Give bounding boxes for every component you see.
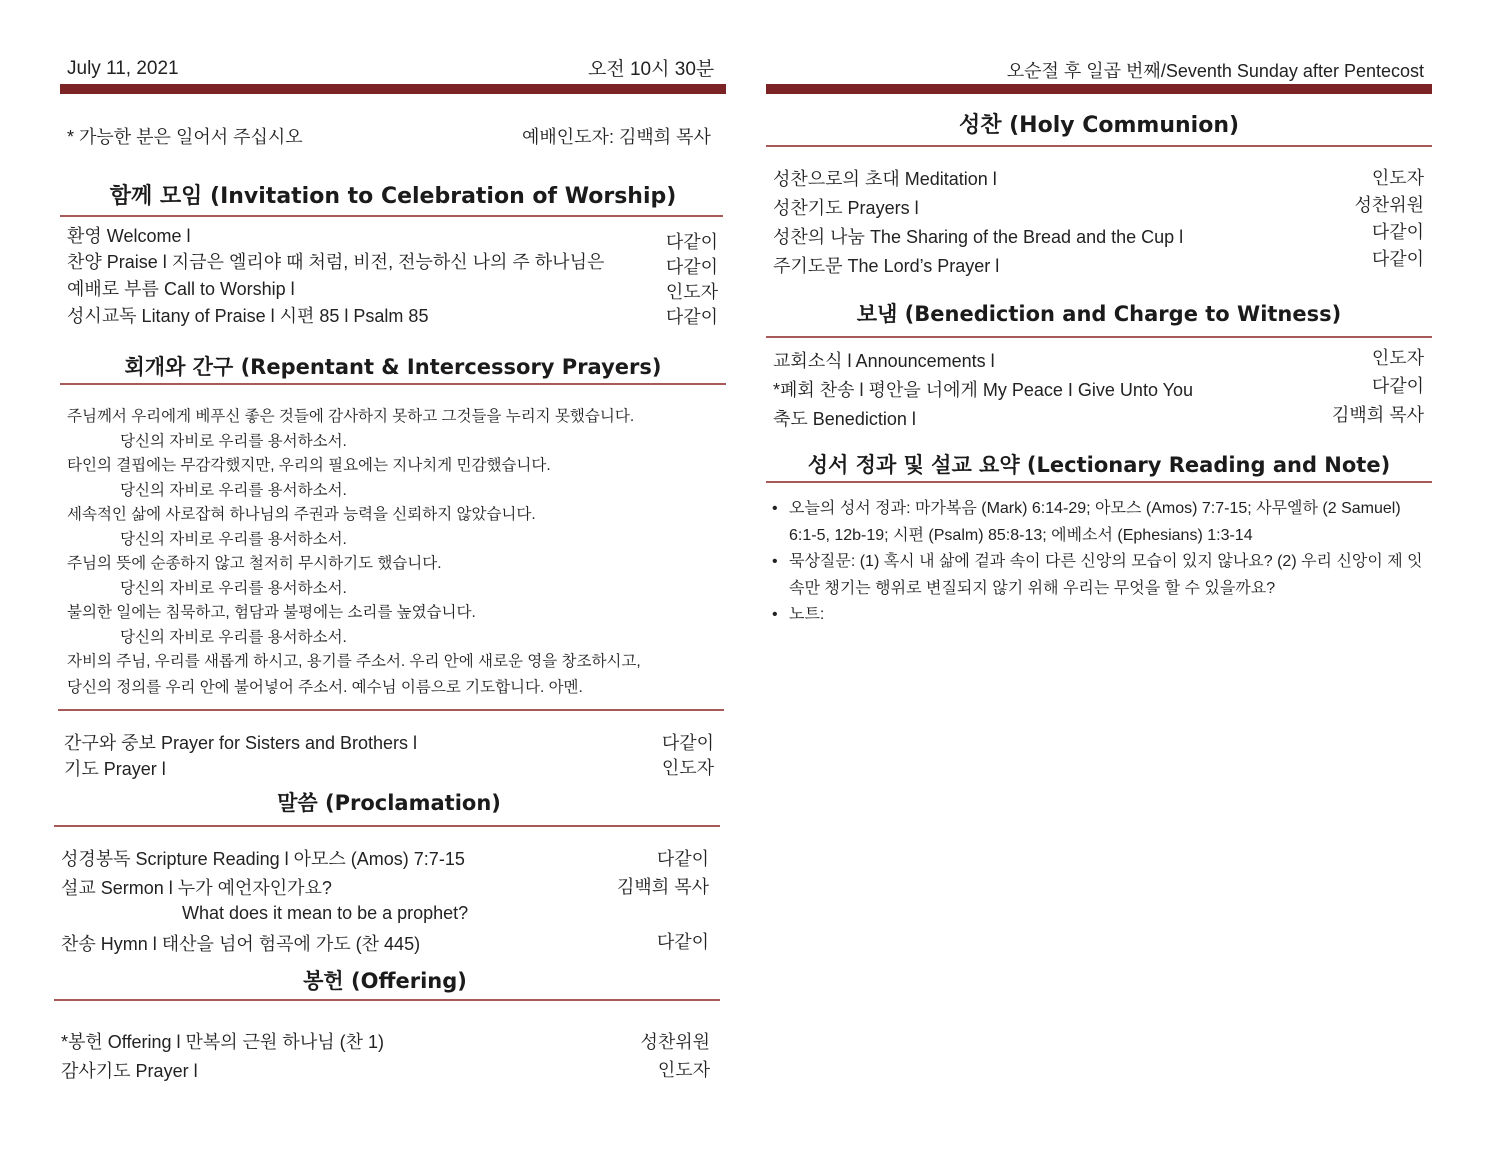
order-item-participant: 성찬위원: [640, 1032, 710, 1052]
order-item-participant: 다같이: [656, 849, 709, 869]
service-time: 오전 10시 30분: [588, 59, 715, 80]
order-item-hymn: 찬송 Hymn l 태산을 넘어 험곡에 가도 (찬 445): [61, 934, 421, 954]
prayer-line: 주님께서 우리에게 베푸신 좋은 것들에 감사하지 못하고 그것들을 누리지 못했습니다.: [67, 408, 635, 425]
section-divider: [58, 709, 724, 711]
lectionary-readings: • 오늘의 성서 정과: 마가복음 (Mark) 6:14-29; 아모스 (Amos) 7:7-15; 사무엘하 (2 Samuel) 6:1-5, 12b-19; 시편 (Psalm) 85:8-13; 에베소서 (Ephesians) 1:3-14: [772, 496, 1432, 549]
order-item-participant: 다같이: [656, 932, 709, 952]
order-item-welcome: 환영 Welcome l: [67, 226, 191, 246]
order-item-call-to-worship: 예배로 부름 Call to Worship l: [67, 279, 295, 299]
prayer-line: 주님의 뜻에 순종하지 않고 철저히 무시하기도 했습니다.: [67, 555, 442, 572]
order-item-participant: 다같이: [665, 232, 718, 252]
section-title-communion: 성찬 (Holy Communion): [958, 113, 1240, 138]
order-item-participant: 다같이: [665, 257, 718, 277]
prayer-response: 당신의 자비로 우리를 용서하소서.: [120, 482, 347, 499]
order-item-sermon: 설교 Sermon l 누가 예언자인가요?: [61, 878, 332, 898]
order-item-participant: 다같이: [665, 307, 718, 327]
order-item-lords-prayer: 주기도문 The Lord’s Prayer l: [773, 256, 1000, 276]
notes: • 노트:: [772, 602, 1432, 629]
order-item-participant: 김백희 목사: [617, 877, 709, 897]
section-title-benediction: 보냄 (Benediction and Charge to Witness): [856, 302, 1342, 326]
section-divider: [766, 481, 1432, 483]
section-divider: [60, 383, 726, 385]
order-item-announcements: 교회소식 l Announcements l: [773, 351, 995, 371]
prayer-response: 당신의 자비로 우리를 용서하소서.: [120, 531, 347, 548]
order-item-participant: 다같이: [661, 733, 714, 753]
order-item-prayer: 기도 Prayer l: [64, 759, 166, 779]
section-title-invitation: 함께 모임 (Invitation to Celebration of Worship): [109, 184, 677, 209]
sermon-subtitle: What does it mean to be a prophet?: [182, 903, 469, 923]
order-item-participant: 인도자: [661, 758, 714, 778]
section-title-proclamation: 말씀 (Proclamation): [277, 791, 501, 815]
bulletin-date: July 11, 2021: [67, 58, 179, 79]
order-item-participant: 인도자: [665, 282, 718, 302]
order-item-meditation: 성찬으로의 초대 Meditation l: [773, 169, 997, 189]
section-divider: [766, 145, 1432, 147]
section-divider: [60, 215, 723, 217]
order-item-communion-prayers: 성찬기도 Prayers l: [773, 198, 919, 218]
section-title-offering: 봉헌 (Offering): [303, 969, 467, 993]
header-bar-right: [766, 84, 1432, 94]
stand-note: * 가능한 분은 일어서 주십시오: [67, 127, 303, 147]
prayer-line: 자비의 주님, 우리를 새롭게 하시고, 용기를 주소서. 우리 안에 새로운 영을 창조하시고,: [67, 653, 641, 670]
lectionary-list: [772, 496, 1432, 629]
order-item-praise: 찬양 Praise l 지금은 엘리야 때 처럼, 비전, 전능하신 나의 주 하나님은: [67, 252, 605, 272]
section-title-repentant: 회개와 간구 (Repentant & Intercessory Prayers): [124, 355, 662, 379]
order-item-intercession: 간구와 중보 Prayer for Sisters and Brothers l: [64, 733, 418, 753]
order-item-participant: 성찬위원: [1354, 195, 1424, 215]
order-item-participant: 다같이: [1371, 222, 1424, 242]
order-item-offering: *봉헌 Offering l 만복의 근원 하나님 (찬 1): [61, 1032, 384, 1052]
prayer-response: 당신의 자비로 우리를 용서하소서.: [120, 580, 347, 597]
section-divider: [766, 336, 1432, 338]
section-divider: [54, 825, 720, 827]
order-item-sharing: 성찬의 나눔 The Sharing of the Bread and the Cup l: [773, 227, 1184, 247]
prayer-response: 당신의 자비로 우리를 용서하소서.: [120, 433, 347, 450]
order-item-participant: 인도자: [657, 1060, 710, 1080]
prayer-line: 당신의 정의를 우리 안에 불어넣어 주소서. 예수님 이름으로 기도합니다. 아멘.: [67, 679, 583, 696]
order-item-participant: 김백희 목사: [1332, 405, 1424, 425]
order-item-participant: 인도자: [1371, 168, 1424, 188]
order-item-participant: 다같이: [1371, 249, 1424, 269]
order-item-closing-hymn: *폐회 찬송 l 평안을 너에게 My Peace I Give Unto You: [773, 380, 1194, 400]
section-divider: [54, 999, 720, 1001]
order-item-participant: 다같이: [1371, 376, 1424, 396]
prayer-line: 불의한 일에는 침묵하고, 험담과 불평에는 소리를 높였습니다.: [67, 604, 476, 621]
order-item-litany: 성시교독 Litany of Praise l 시편 85 l Psalm 85: [67, 306, 429, 326]
liturgical-sunday: 오순절 후 일곱 번째/Seventh Sunday after Pentecost: [1006, 61, 1424, 81]
section-title-lectionary: 성서 정과 및 설교 요약 (Lectionary Reading and Note): [807, 453, 1391, 477]
prayer-line: 세속적인 삶에 사로잡혀 하나님의 주권과 능력을 신뢰하지 않았습니다.: [67, 506, 536, 523]
worship-leader: 예배인도자: 김백희 목사: [522, 127, 711, 147]
order-item-participant: 인도자: [1371, 348, 1424, 368]
prayer-response: 당신의 자비로 우리를 용서하소서.: [120, 629, 347, 646]
meditation-questions: • 묵상질문: (1) 혹시 내 삶에 겉과 속이 다른 신앙의 모습이 있지 않나요? (2) 우리 신앙이 제 잇속만 챙기는 행위로 변질되지 않기 위해 우리는 무엇을 할 수 있을까요?: [772, 549, 1432, 602]
order-item-scripture: 성경봉독 Scripture Reading l 아모스 (Amos) 7:7-15: [61, 849, 465, 869]
order-item-benediction: 축도 Benediction l: [773, 409, 916, 429]
header-bar-left: [60, 84, 726, 94]
prayer-line: 타인의 결핍에는 무감각했지만, 우리의 필요에는 지나치게 민감했습니다.: [67, 457, 551, 474]
order-item-thanksgiving: 감사기도 Prayer l: [61, 1061, 198, 1081]
